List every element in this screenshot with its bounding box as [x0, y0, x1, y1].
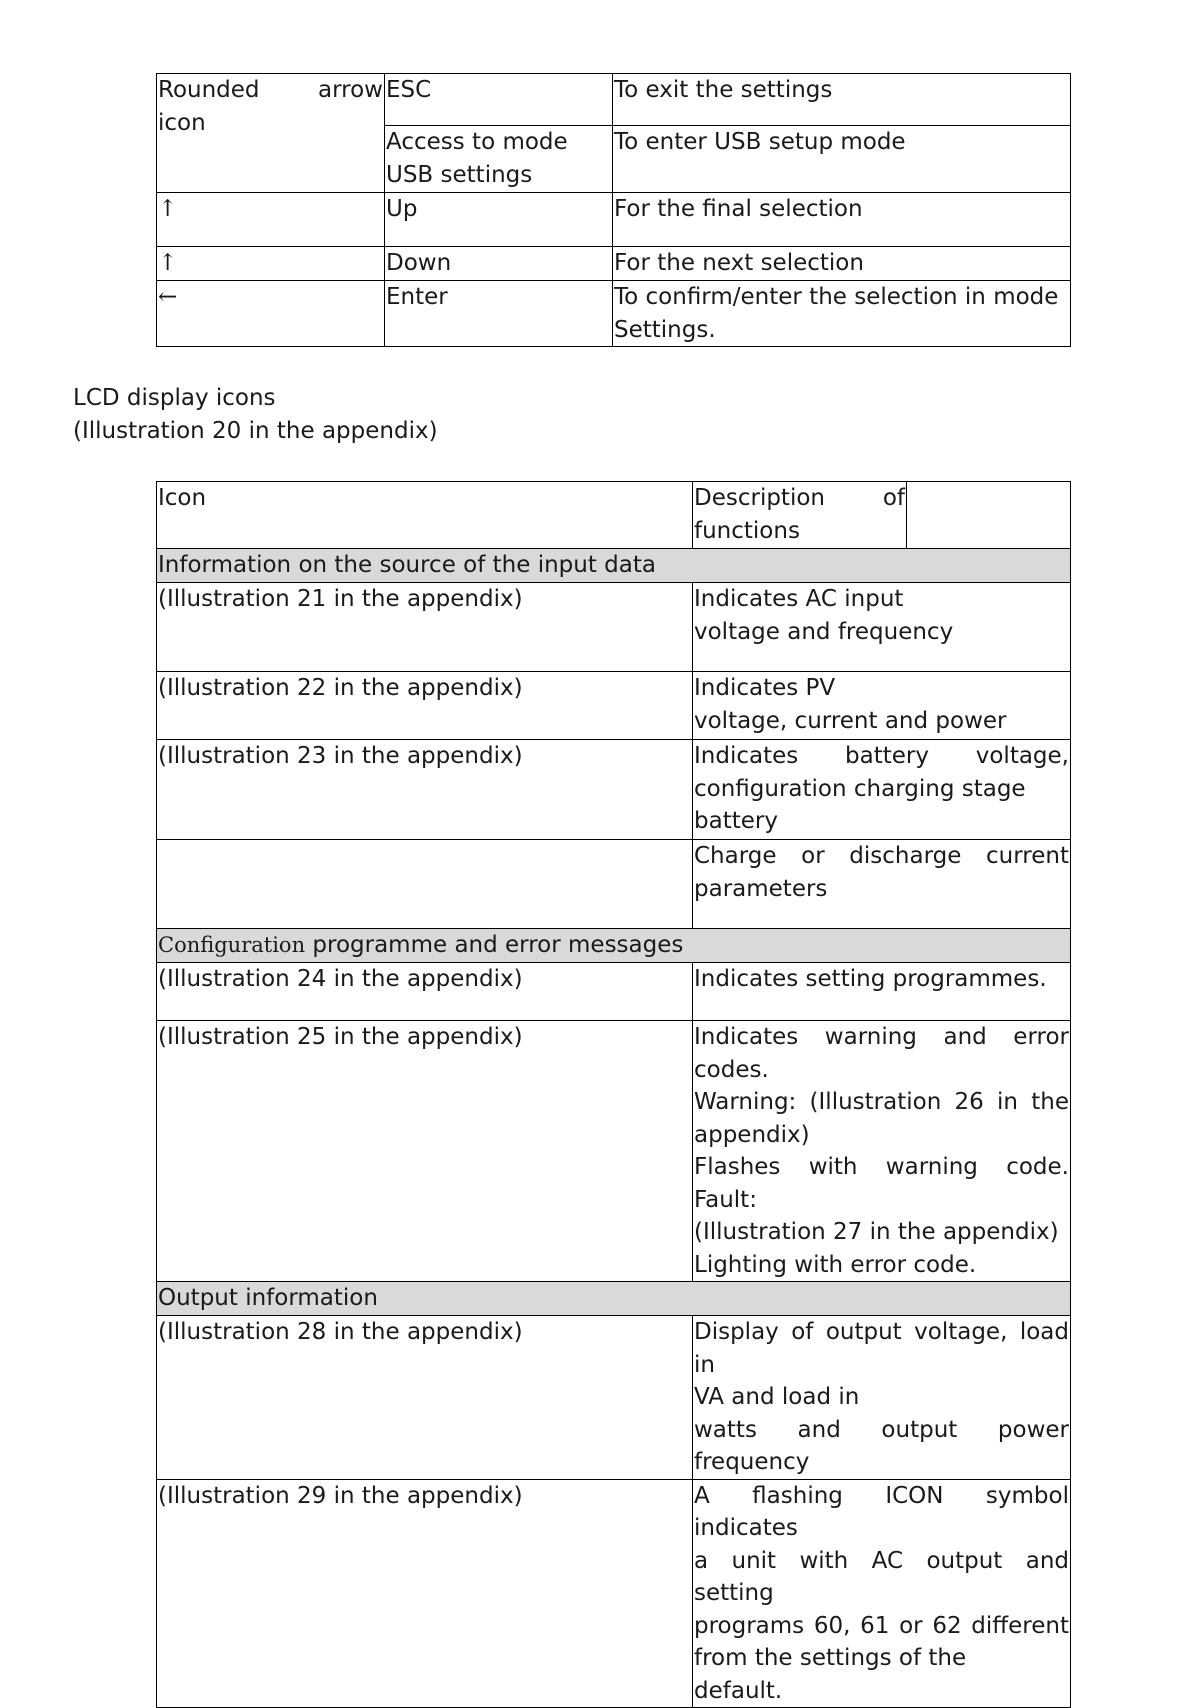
- description-line: Display of output voltage, load in: [694, 1319, 1069, 1378]
- table-row: [157, 1479, 1071, 1708]
- description-setting-programmes: Indicates setting programmes.: [693, 963, 1071, 1021]
- table-row: [157, 193, 1071, 247]
- enter-arrow-icon: ←: [157, 281, 385, 347]
- key-description-down: For the next selection: [613, 247, 1071, 281]
- key-function-down: Down: [385, 247, 613, 281]
- key-description-up: For the final selection: [613, 193, 1071, 247]
- table-row: [157, 281, 1071, 347]
- table-row: [157, 247, 1071, 281]
- section-input-data: Information on the source of the input data: [157, 549, 1071, 583]
- description-line: To confirm/enter the selection in mode: [614, 284, 1059, 310]
- function-line: USB settings: [386, 161, 533, 188]
- section-config-rest: programme and error messages: [305, 932, 684, 958]
- table-row: [157, 963, 1071, 1021]
- function-line: Access to mode: [386, 129, 568, 155]
- lcd-icons-table: [156, 481, 1071, 1708]
- description-line: Settings.: [614, 316, 716, 343]
- description-pv: [693, 672, 1071, 740]
- key-functions-table: [156, 73, 1071, 347]
- header-description-word: of: [882, 485, 905, 511]
- key-function-esc: ESC: [385, 74, 613, 126]
- description-ac-input: [693, 583, 1071, 672]
- header-description-word: Description: [694, 485, 825, 511]
- lcd-heading: [73, 382, 438, 448]
- description-line: battery: [694, 808, 778, 834]
- description-line: Charge or discharge current: [694, 843, 1069, 869]
- table-row: [157, 1021, 1071, 1282]
- table-row: [157, 583, 1071, 672]
- header-description: [693, 482, 907, 549]
- empty-icon-cell: [157, 840, 693, 929]
- description-line: voltage, current and power: [694, 707, 1007, 734]
- lcd-heading-subtitle: (Illustration 20 in the appendix): [73, 418, 438, 444]
- illustration-23: (Illustration 23 in the appendix): [157, 740, 693, 840]
- icon-name-start: Rounded: [158, 77, 260, 103]
- lcd-heading-title: LCD display icons: [73, 385, 276, 411]
- description-line: Lighting with error code.: [694, 1251, 977, 1278]
- key-function-enter: Enter: [385, 281, 613, 347]
- description-line: configuration charging stage: [694, 775, 1026, 802]
- illustration-28: (Illustration 28 in the appendix): [157, 1316, 693, 1480]
- illustration-22: (Illustration 22 in the appendix): [157, 672, 693, 740]
- description-charge-current: [693, 840, 1071, 929]
- table-row: [157, 840, 1071, 929]
- section-output: Output information: [157, 1282, 1071, 1316]
- key-function-up: Up: [385, 193, 613, 247]
- key-function-usb: [385, 126, 613, 193]
- up-arrow-icon: ↑: [157, 193, 385, 247]
- header-empty: [907, 482, 1071, 549]
- description-line: Indicates PV: [694, 675, 836, 701]
- illustration-21: (Illustration 21 in the appendix): [157, 583, 693, 672]
- description-line: Indicates warning and error: [694, 1024, 1069, 1050]
- description-line: Warning: (Illustration 26 in the: [694, 1089, 1069, 1115]
- description-line: (Illustration 27 in the appendix): [694, 1219, 1059, 1245]
- description-line: from the settings of the: [694, 1645, 967, 1671]
- section-configuration: [157, 929, 1071, 963]
- header-icon: Icon: [157, 482, 693, 549]
- table-row: [157, 1316, 1071, 1480]
- section-row: [157, 1282, 1071, 1316]
- header-description-word: functions: [694, 517, 800, 544]
- icon-name-continuation: icon: [158, 109, 206, 136]
- description-line: watts and output power: [694, 1416, 1069, 1443]
- key-description-enter: [613, 281, 1071, 347]
- illustration-29: (Illustration 29 in the appendix): [157, 1479, 693, 1708]
- table-row: [157, 74, 1071, 126]
- description-line: a unit with AC output and setting: [694, 1547, 1069, 1606]
- description-line: voltage and frequency: [694, 618, 954, 645]
- description-line: Flashes with warning code. Fault:: [694, 1154, 1069, 1213]
- illustration-24: (Illustration 24 in the appendix): [157, 963, 693, 1021]
- description-line: frequency: [694, 1449, 810, 1475]
- description-flashing-icon: [693, 1479, 1071, 1708]
- description-battery: [693, 740, 1071, 840]
- description-line: parameters: [694, 875, 828, 902]
- key-description-esc: To exit the settings: [613, 74, 1071, 126]
- table-row: [157, 672, 1071, 740]
- description-line: Indicates battery voltage,: [694, 743, 1069, 769]
- description-line: A flashing ICON symbol indicates: [694, 1482, 1069, 1541]
- section-row: [157, 549, 1071, 583]
- key-description-usb: To enter USB setup mode: [613, 126, 1071, 193]
- table-header-row: [157, 482, 1071, 549]
- description-output-display: [693, 1316, 1071, 1480]
- section-config-word: Configuration: [158, 933, 306, 957]
- illustration-25: (Illustration 25 in the appendix): [157, 1021, 693, 1282]
- description-line: Indicates AC input: [694, 586, 904, 612]
- description-line: appendix): [694, 1121, 810, 1148]
- section-row: [157, 929, 1071, 963]
- description-line: default.: [694, 1677, 783, 1704]
- description-line: programs 60, 61 or 62 different: [694, 1612, 1069, 1639]
- icon-name-end: arrow: [318, 77, 383, 103]
- description-line: VA and load in: [694, 1384, 860, 1410]
- description-warning-error: [693, 1021, 1071, 1282]
- rounded-arrow-icon-cell: [157, 74, 385, 193]
- table-row: [157, 740, 1071, 840]
- description-line: codes.: [694, 1056, 769, 1083]
- down-arrow-icon: ↑: [157, 247, 385, 281]
